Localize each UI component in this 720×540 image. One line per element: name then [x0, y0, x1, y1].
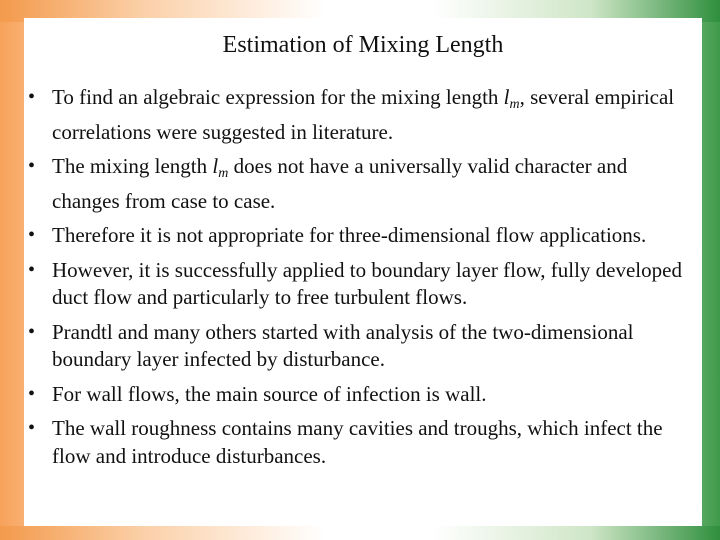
bullet-item [24, 222, 684, 250]
bullet-item [24, 381, 684, 409]
bullet-dot-icon: • [28, 382, 36, 405]
bullet-item [24, 257, 684, 312]
bottom-gradient-band [0, 526, 720, 540]
mixing-length-symbol: l [212, 154, 219, 178]
bullet-text: The wall roughness contains many cavities and troughs, which infect the flow and introduce disturbances. [52, 416, 663, 468]
bullet-dot-icon: • [28, 320, 36, 343]
bullet-dot-icon: • [28, 258, 36, 281]
bullet-text: For wall flows, the main source of infection is wall. [52, 381, 487, 406]
bullet-item [24, 415, 684, 470]
bullet-text: Prandtl and many others started with analysis of the two-dimensional boundary layer infected by disturbance. [52, 319, 634, 371]
bullet-item [24, 153, 684, 215]
bullet-text-continued: does not have a universally valid character and changes from case to case. [52, 154, 628, 213]
mixing-length-subscript: m [509, 97, 520, 112]
bullet-text: Therefore it is not appropriate for three-dimensional flow applications. [52, 223, 647, 247]
mixing-length-symbol: l [503, 85, 510, 109]
bullet-list [24, 84, 684, 470]
mixing-length-subscript: m [218, 166, 229, 181]
bullet-text-continued: , several empirical correlations were suggested in literature. [52, 85, 675, 144]
bullet-text: The mixing length [52, 154, 213, 178]
bullet-dot-icon: • [28, 224, 36, 246]
bullet-text: To find an algebraic expression for the mixing length [52, 85, 504, 109]
bullet-item [24, 84, 684, 146]
slide-panel [24, 18, 702, 526]
bullet-item [24, 319, 684, 374]
bullet-dot-icon: • [28, 417, 36, 439]
slide-title: Estimation of Mixing Length [222, 32, 504, 58]
bullet-dot-icon: • [28, 86, 36, 108]
bullet-text: However, it is successfully applied to boundary layer flow, fully developed duct flow and particularly to free turbulent flows. [52, 257, 682, 309]
bullet-dot-icon: • [28, 155, 36, 177]
